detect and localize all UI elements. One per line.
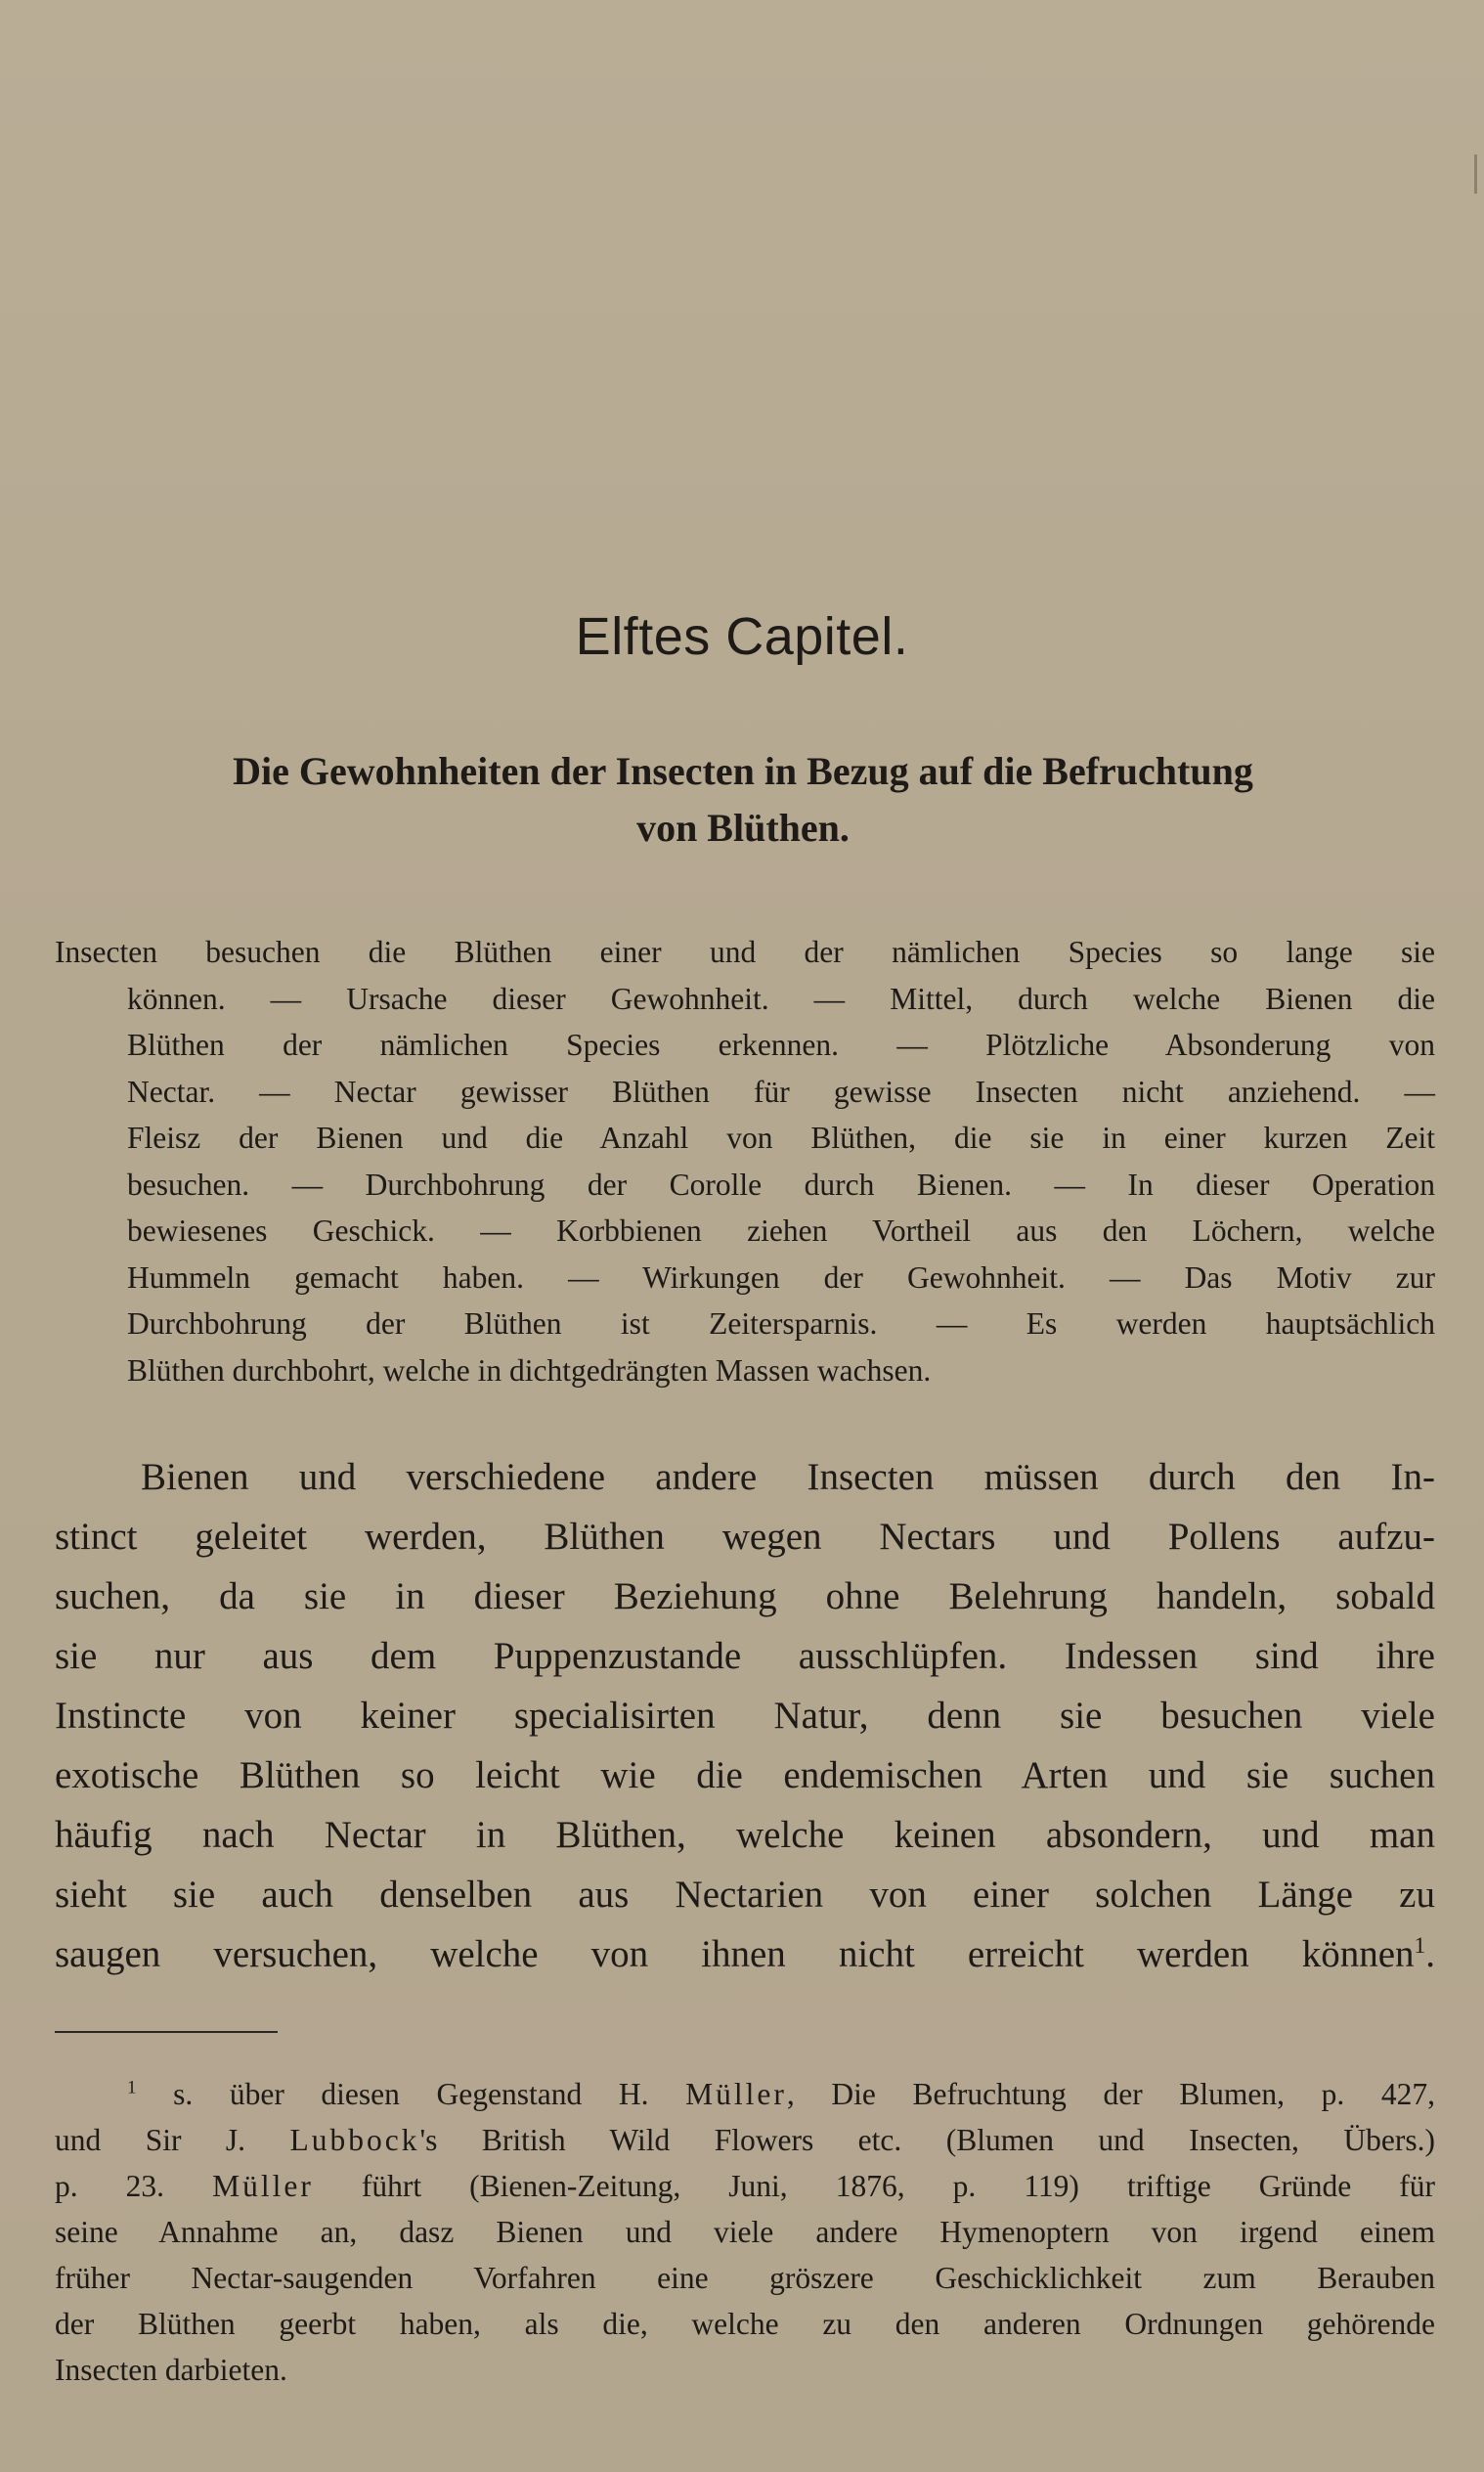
summary-line: Blüthen der nämlichen Species erkennen. — Plötzliche Absonderung von [127,1028,1435,1062]
footnote-marker: 1 [127,2077,137,2098]
footnote-text: führt (Bienen-Zeitung, Juni, 1876, p. 119) triftige Gründe für [313,2169,1435,2203]
body-line-last [55,1924,1435,1984]
summary-line: Fleisz der Bienen und die Anzahl von Blüthen, die sie in einer kurzen Zeit [127,1121,1435,1155]
body-line: sieht sie auch denselben aus Nectarien von einer solchen Länge zu [55,1874,1435,1916]
chapter-subtitle-line-2: von Blüthen. [636,806,850,850]
footnote-line: früher Nectar-saugenden Vorfahren eine gröszere Geschicklichkeit zum Berauben [55,2261,1435,2295]
footnote-author-name: Müller [212,2169,314,2203]
body-line: stinct geleitet werden, Blüthen wegen Nectars und Pollens aufzu- [55,1516,1435,1558]
chapter-subtitle [51,743,1435,857]
chapter-subtitle-line-1: Die Gewohnheiten der Insecten in Bezug auf die Befruchtung [233,749,1253,793]
chapter-title: Elftes Capitel. [575,607,909,666]
footnote-line: der Blüthen geerbt haben, als die, welche zu den anderen Ordnungen gehörende [55,2307,1435,2341]
summary-line: bewiesenes Geschick. — Korbbienen ziehen Vortheil aus den Löchern, welche [127,1214,1435,1248]
summary-line: können. — Ursache dieser Gewohnheit. — Mittel, durch welche Bienen die [127,981,1435,1016]
body-line: Bienen und verschiedene andere Insecten müssen durch den In- [141,1456,1435,1498]
body-line: häufig nach Nectar in Blüthen, welche keinen absondern, und man [55,1814,1435,1856]
footnote-line: seine Annahme an, dasz Bienen und viele andere Hymenoptern von irgend einem [55,2215,1435,2249]
summary-line: Hummeln gemacht haben. — Wirkungen der Gewohnheit. — Das Motiv zur [127,1259,1435,1295]
summary-line: Insecten besuchen die Blüthen einer und der nämlichen Species so lange sie [55,935,1435,969]
footnote [55,2071,1435,2393]
footnote-text: 's British Wild Flowers etc. (Blumen und Insecten, Übers.) [419,2123,1435,2157]
footnote-text: s. über diesen Gegenstand H. [173,2077,686,2111]
body-line-text: saugen versuchen, welche von ihnen nicht erreicht werden können [55,1933,1415,1975]
body-line: suchen, da sie in dieser Beziehung ohne Belehrung handeln, sobald [55,1575,1435,1617]
footnote-reference: 1 [1414,1932,1426,1959]
footnote-text: , Die Befruchtung der Blumen, p. 427, [786,2077,1435,2111]
footnote-line [55,2163,1435,2209]
footnote-divider [55,2031,278,2033]
footnote-line [55,2071,1435,2117]
body-line: sie nur aus dem Puppenzustande ausschlüpfen. Indessen sind ihre [55,1635,1435,1677]
footnote-line [55,2117,1435,2163]
body-line-end: . [1425,1933,1435,1975]
footnote-line: Insecten darbieten. [55,2353,287,2387]
summary-line: besuchen. — Durchbohrung der Corolle durch Bienen. — In dieser Operation [127,1167,1435,1202]
footnote-author-name: Lubbock [289,2123,420,2157]
body-line: exotische Blüthen so leicht wie die endemischen Arten und sie suchen [55,1754,1435,1796]
page-edge-mark [1474,154,1477,194]
footnote-text: und Sir J. [55,2123,290,2157]
summary-line: Durchbohrung der Blüthen ist Zeitersparnis. — Es werden hauptsächlich [127,1306,1435,1341]
body-paragraph [55,1447,1435,1984]
footnote-text: p. 23. [55,2169,213,2203]
summary-line: Blüthen durchbohrt, welche in dichtgedrängten Massen wachsen. [127,1352,932,1388]
summary-line: Nectar. — Nectar gewisser Blüthen für gewisse Insecten nicht anziehend. — [127,1074,1435,1109]
footnote-author-name: Müller [685,2077,787,2111]
chapter-summary [55,929,1435,1393]
body-line: Instincte von keiner specialisirten Natur, denn sie besuchen viele [55,1695,1435,1737]
